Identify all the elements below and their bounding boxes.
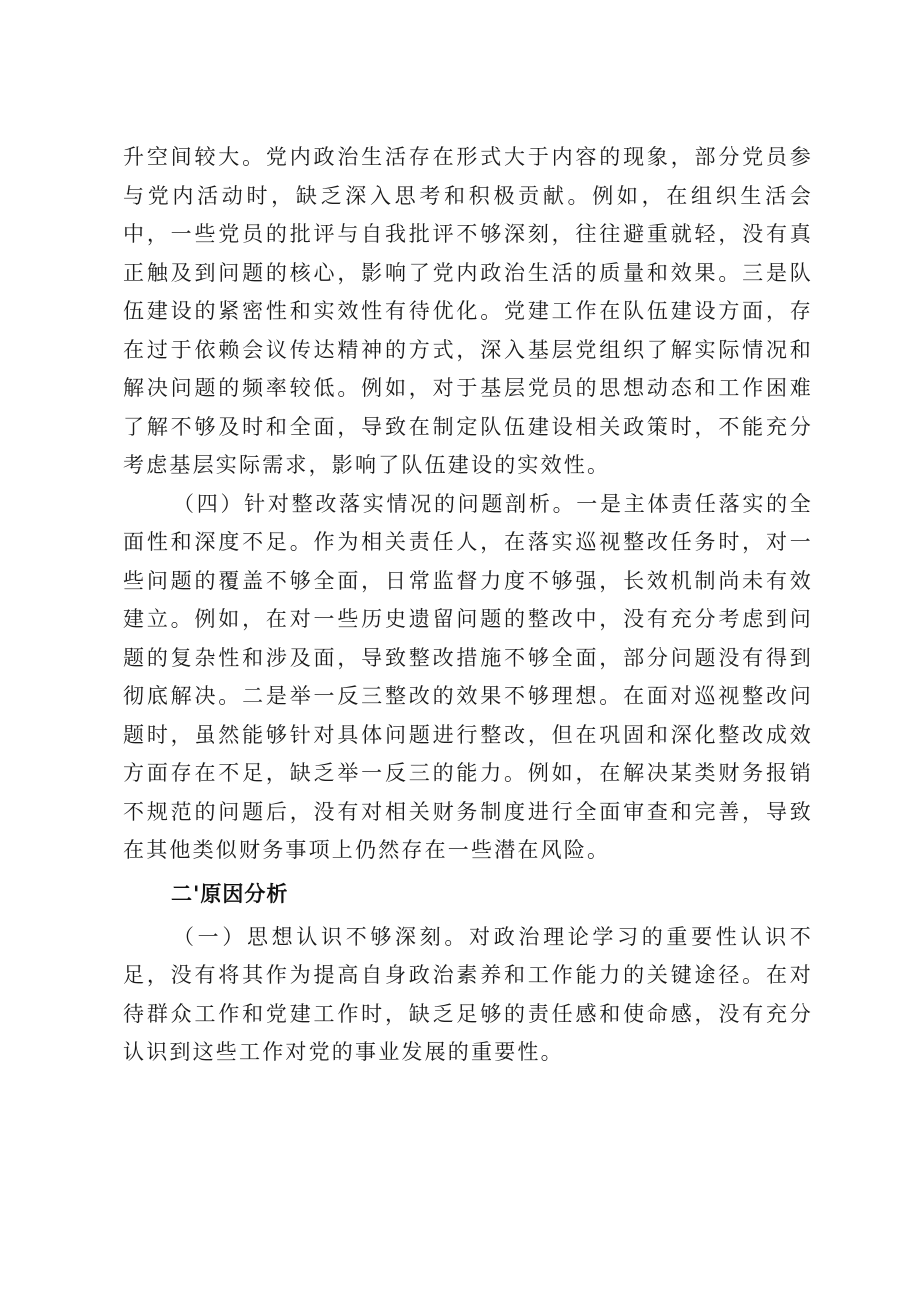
paragraph-team-building: 升空间较大。党内政治生活存在形式大于内容的现象，部分党员参与党内活动时，缺乏深入思考和积极贡献。例如，在组织生活会中，一些党员的批评与自我批评不够深刻，往往避重就轻，没有真正触及到问题的核心，影响了党内政治生活的质量和效果。三是队伍建设的紧密性和实效性有待优化。党建工作在队伍建设方面，存在过于依赖会议传达精神的方式，深入基层党组织了解实际情况和解决问题的频率较低。例如，对于基层党员的思想动态和工作困难了解不够及时和全面，导致在制定队伍建设相关政策时，不能充分考虑基层实际需求，影响了队伍建设的实效性。 bbox=[123, 145, 813, 477]
paragraph-rectification-analysis: （四）针对整改落实情况的问题剖析。一是主体责任落实的全面性和深度不足。作为相关责任人，在落实巡视整改任务时，对一些问题的覆盖不够全面，日常监督力度不够强，长效机制尚未有效建立。例如，在对一些历史遗留问题的整改中，没有充分考虑到问题的复杂性和涉及面，导致整改措施不够全面，部分问题没有得到彻底解决。二是举一反三整改的效果不够理想。在面对巡视整改问题时，虽然能够针对具体问题进行整改，但在巩固和深化整改成效方面存在不足，缺乏举一反三的能力。例如，在解决某类财务报销不规范的问题后，没有对相关财务制度进行全面审查和完善，导致在其他类似财务事项上仍然存在一些潜在风险。 bbox=[123, 491, 813, 862]
section-heading-cause-analysis: 二'原因分析 bbox=[171, 881, 289, 906]
paragraph-ideological-understanding: （一）思想认识不够深刻。对政治理论学习的重要性认识不足，没有将其作为提高自身政治素养和工作能力的关键途径。在对待群众工作和党建工作时，缺乏足够的责任感和使命感，没有充分认识到这些工作对党的事业发展的重要性。 bbox=[123, 924, 813, 1064]
document-body bbox=[123, 138, 813, 1072]
